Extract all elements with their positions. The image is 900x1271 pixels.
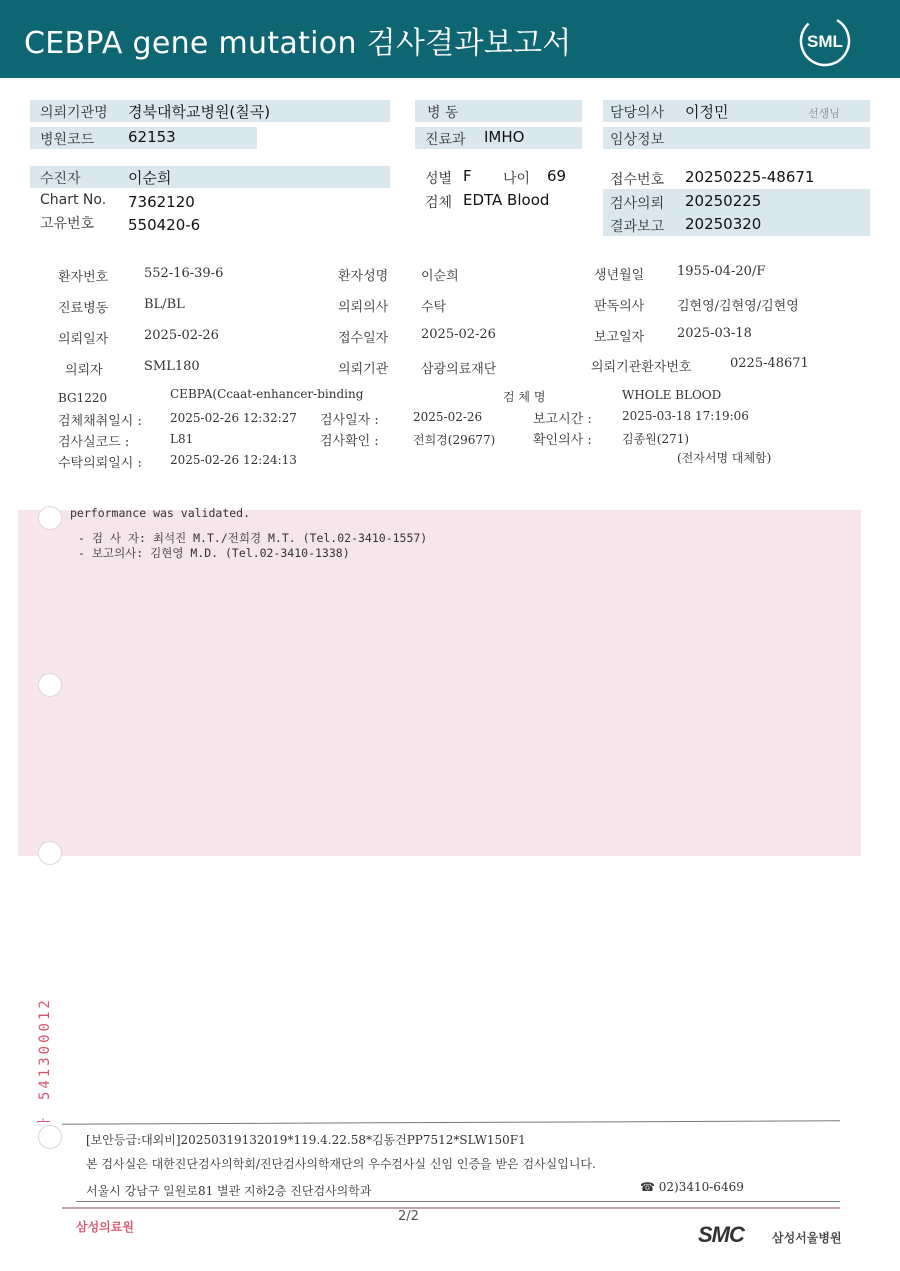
scan-label: 생년월일 [594,268,645,283]
unique-no-label: 고유번호 [40,216,95,232]
scan-value: 1955-04-20/F [677,264,766,279]
detail-label: 보고시간 : [533,412,592,427]
detail-label: 검체채취일시 : [58,414,142,429]
institution-label: 의뢰기관명 [40,105,108,121]
test-request-value: 20250225 [685,192,762,210]
hospital-code-label: 병원코드 [40,132,95,148]
detail-value: 2025-02-26 [413,410,483,424]
detail-value: 2025-02-26 12:24:13 [170,453,297,467]
detail-value: 전희경(29677) [413,433,496,447]
scan-label: 의뢰일자 [58,332,109,347]
detail-value: 2025-02-26 12:32:27 [170,411,297,425]
result-report-value: 20250320 [685,215,762,233]
footer-red-rule [62,1207,840,1209]
department-value: IMHO [484,128,525,146]
lab-phone: ☎ 02)3410-6469 [640,1180,744,1194]
receipt-no-value: 20250225-48671 [685,168,815,186]
sml-logo-icon [798,14,852,68]
test-name: CEBPA(Ccaat-enhancer-binding [170,387,364,401]
signature-note: (전자서명 대체함) [677,451,772,465]
scan-label: 의뢰기관환자번호 [591,360,692,375]
detail-label: 검사일자 : [320,413,379,428]
scan-label: 환자성명 [338,269,389,284]
chart-no-value: 7362120 [128,193,195,211]
specimen-value: EDTA Blood [463,191,550,209]
scan-label: 의뢰기관 [338,362,389,377]
scan-value: 삼광의료재단 [421,362,497,377]
scan-label: 보고일자 [594,330,645,345]
smc-hospital-name: 삼성서울병원 [772,1231,842,1245]
lab-address: 서울시 강남구 일원로81 별관 지하2층 진단검사의학과 [86,1184,372,1198]
side-serial-number: ㅏ 541300012 [37,997,53,1128]
patient-name-bar [30,166,390,188]
scan-value: BL/BL [144,297,185,312]
punch-hole [38,673,62,697]
scan-label: 환자번호 [58,270,109,285]
test-code: BG1220 [58,391,108,405]
scan-value: 이순희 [421,269,459,284]
detail-value: 김종원(271) [622,432,690,446]
punch-hole [38,506,62,530]
punch-hole [38,841,62,865]
punch-hole [38,1125,62,1149]
sex-label: 성별 [425,171,453,187]
detail-value: L81 [170,432,194,446]
scan-label: 의뢰의사 [338,300,389,315]
report-title: CEBPA gene mutation 검사결과보고서 [24,26,572,61]
detail-label: 검사확인 : [320,434,379,449]
footer-bottom-rule [76,1201,840,1202]
department-label: 진료과 [425,132,466,148]
smc-logo: SMC [698,1222,744,1247]
doctor-label: 담당의사 [610,105,665,121]
page-number: 2/2 [398,1209,419,1224]
ward-label: 병 동 [427,105,459,121]
specimen-label: 검체 [425,195,453,211]
scan-label: 판독의사 [594,299,645,314]
scan-value: 2025-02-26 [421,327,496,342]
examiner-text: - 검 사 자: 최석진 M.T./전희경 M.T. (Tel.02-3410-1557) [78,531,428,545]
sex-value: F [463,167,472,185]
scan-value: 수탁 [421,300,447,315]
svg-text:SML: SML [807,32,843,51]
security-line: [보안등급:대외비]20250319132019*119.4.22.58*김동건PP7512*SLW150F1 [86,1133,526,1147]
unique-no-value: 550420-6 [128,216,201,234]
doctor-suffix: 선생님 [808,107,840,120]
detail-label: 수탁의뢰일시 : [58,456,142,471]
report-header [0,0,900,78]
specimen-name-label: 검 체 명 [503,390,546,404]
detail-value: 2025-03-18 17:19:06 [622,409,749,423]
result-report-label: 결과보고 [610,219,665,235]
result-body-area [18,510,861,856]
scan-label: 진료병동 [58,301,109,316]
institution-value: 경북대학교병원(칠곡) [128,103,271,121]
scan-value: SML180 [144,359,200,374]
scan-label: 접수일자 [338,331,389,346]
samsung-medical-logo: 삼성의료원 [76,1220,134,1234]
hospital-code-value: 62153 [128,128,176,146]
receipt-no-label: 접수번호 [610,172,665,188]
scan-label: 의뢰자 [65,363,103,378]
specimen-name-value: WHOLE BLOOD [622,388,722,402]
patient-name-label: 수진자 [40,171,81,187]
reporter-text: - 보고의사: 김현영 M.D. (Tel.02-3410-1338) [78,546,350,560]
footer-top-rule [62,1120,840,1124]
scan-value: 0225-48671 [730,356,809,371]
scan-value: 2025-02-26 [144,328,219,343]
detail-label: 검사실코드 : [58,435,130,450]
doctor-value: 이정민 [685,103,729,121]
certification-text: 본 검사실은 대한진단검사의학회/진단검사의학재단의 우수검사실 신임 인증을 받은 검사실입니다. [86,1157,596,1171]
age-value: 69 [547,167,567,185]
scan-value: 2025-03-18 [677,326,752,341]
detail-label: 확인의사 : [533,433,592,448]
chart-no-label: Chart No. [40,192,107,208]
age-label: 나이 [503,171,531,187]
scan-value: 552-16-39-6 [144,266,224,281]
patient-name-value: 이순희 [128,169,172,187]
validated-text: performance was validated. [70,506,251,520]
clinical-label: 임상정보 [610,132,665,148]
scan-value: 김현영/김현영/김현영 [677,299,799,314]
test-request-label: 검사의뢰 [610,196,665,212]
